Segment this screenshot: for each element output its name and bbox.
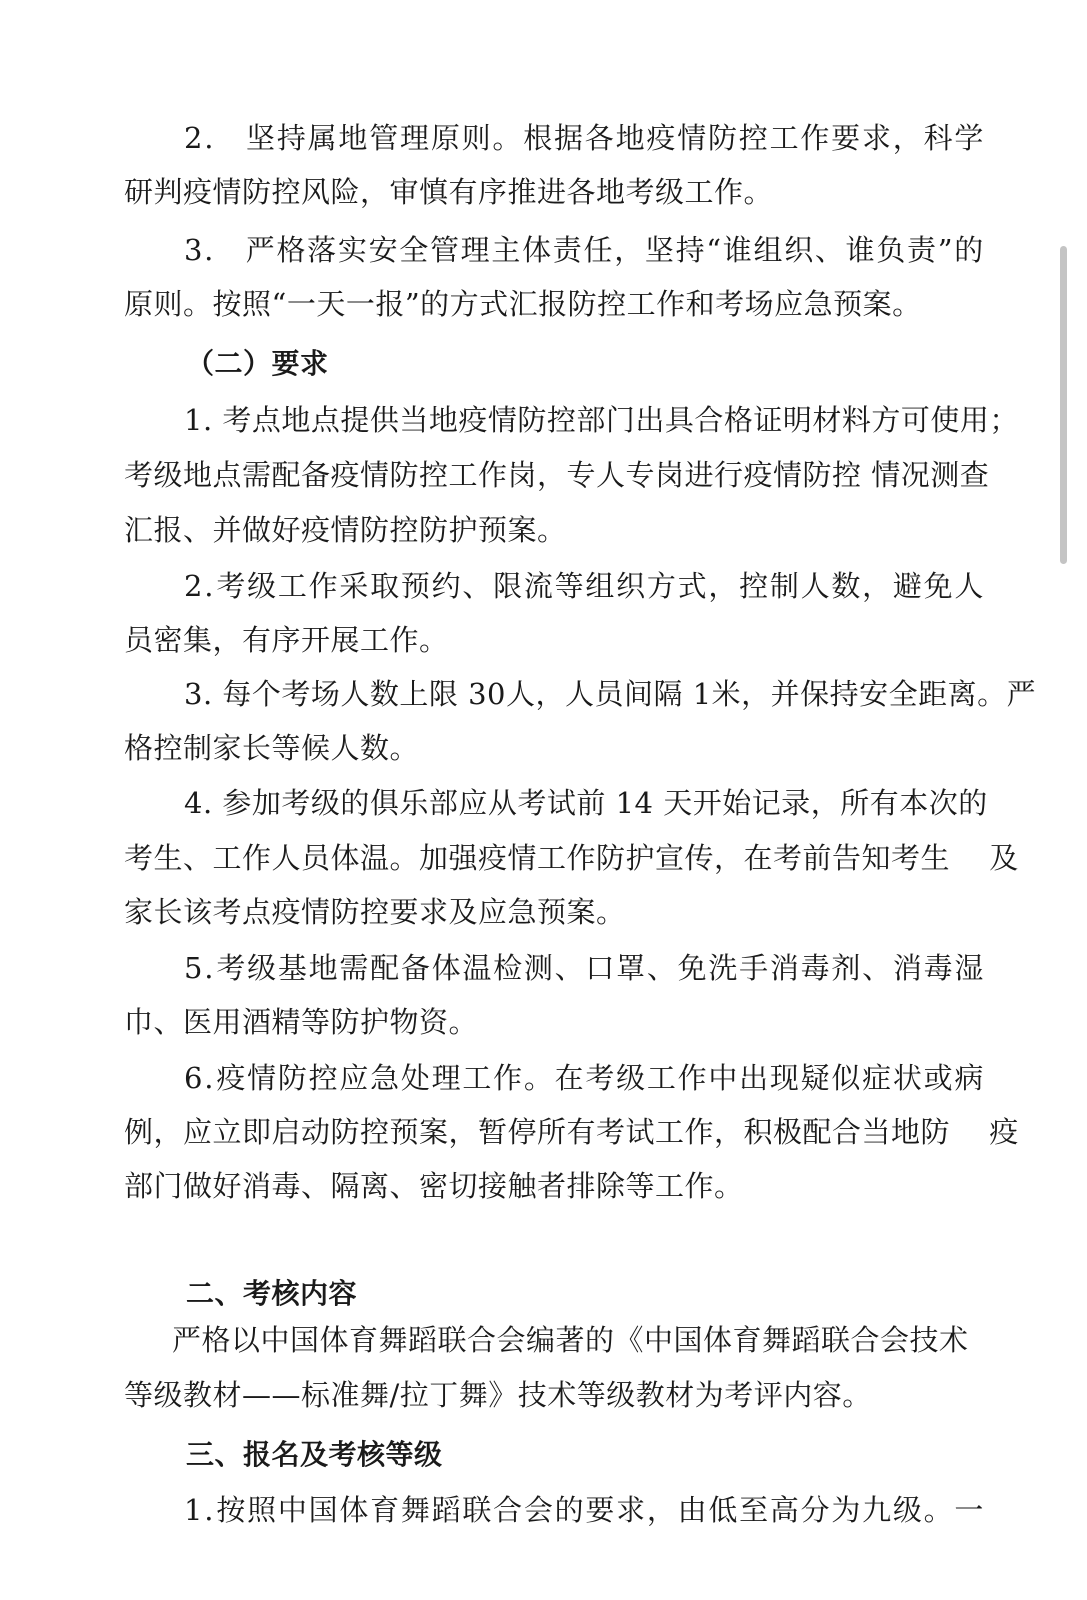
section-heading: 三、报名及考核等级 — [186, 1438, 443, 1471]
paragraph-line: 考级地点需配备疫情防控工作岗，专人专岗进行疫情防控 情况测查 — [124, 458, 990, 492]
paragraph-line: 1. 考点地点提供当地疫情防控部门出具合格证明材料方可使用； — [184, 403, 1019, 437]
section-heading: 二、考核内容 — [186, 1277, 358, 1310]
paragraph-line: 格控制家长等候人数。 — [124, 731, 420, 765]
section-heading: （二）要求 — [186, 347, 329, 380]
paragraph-line: 3. 每个考场人数上限 30人，人员间隔 1米，并保持安全距离。严 — [184, 677, 1037, 711]
paragraph-line: 原则。按照“一天一报”的方式汇报防控工作和考场应急预案。 — [124, 287, 922, 321]
paragraph-line: 员密集，有序开展工作。 — [124, 623, 449, 657]
paragraph-line: 部门做好消毒、隔离、密切接触者排除等工作。 — [124, 1169, 744, 1203]
paragraph-line: 2 . 考 级 工 作 采 取 预 约 、 限 流 等 组 织 方 式 ， 控 制 人 数 ， 避 免 人 — [184, 569, 984, 603]
paragraph-line: 5 . 考 级 基 地 需 配 备 体 温 检 测 、 口 罩 、 免 洗 手 消 毒 剂 、 消 毒 湿 — [184, 951, 984, 985]
paragraph-line: 严格以中国体育舞蹈联合会编著的《中国体育舞蹈联合会技术 — [172, 1323, 969, 1357]
paragraph-line: 6 . 疫 情 防 控 应 急 处 理 工 作 。 在 考 级 工 作 中 出 现 疑 似 症 状 或 病 — [184, 1061, 984, 1095]
paragraph-line: 2 . 坚 持 属 地 管 理 原 则 。 根 据 各 地 疫 情 防 控 工 作 要 求 ， 科 学 — [184, 121, 984, 155]
paragraph-line: 例，应立即启动防控预案，暂停所有考试工作，积极配合当地防 疫 — [124, 1115, 1019, 1149]
paragraph-line: 1 . 按 照 中 国 体 育 舞 蹈 联 合 会 的 要 求 ， 由 低 至 高 分 为 九 级 。 一 — [184, 1493, 984, 1527]
paragraph-line: 巾、医用酒精等防护物资。 — [124, 1005, 479, 1039]
paragraph-line: 考生、工作人员体温。加强疫情工作防护宣传，在考前告知考生 及 — [124, 841, 1019, 875]
paragraph-line: 3 . 严 格 落 实 安 全 管 理 主 体 责 任 ， 坚 持 “ 谁 组 织 、 谁 负 责 ” 的 — [184, 233, 984, 267]
vertical-scrollbar[interactable] — [1060, 246, 1067, 564]
paragraph-line: 家长该考点疫情防控要求及应急预案。 — [124, 895, 626, 929]
paragraph-line: 研判疫情防控风险，审慎有序推进各地考级工作。 — [124, 175, 774, 209]
paragraph-line: 汇报、并做好疫情防控防护预案。 — [124, 513, 567, 547]
paragraph-line: 4. 参加考级的俱乐部应从考试前 14 天开始记录，所有本次的 — [184, 786, 988, 820]
paragraph-line: 等级教材——标准舞/拉丁舞》技术等级教材为考评内容。 — [124, 1378, 872, 1412]
